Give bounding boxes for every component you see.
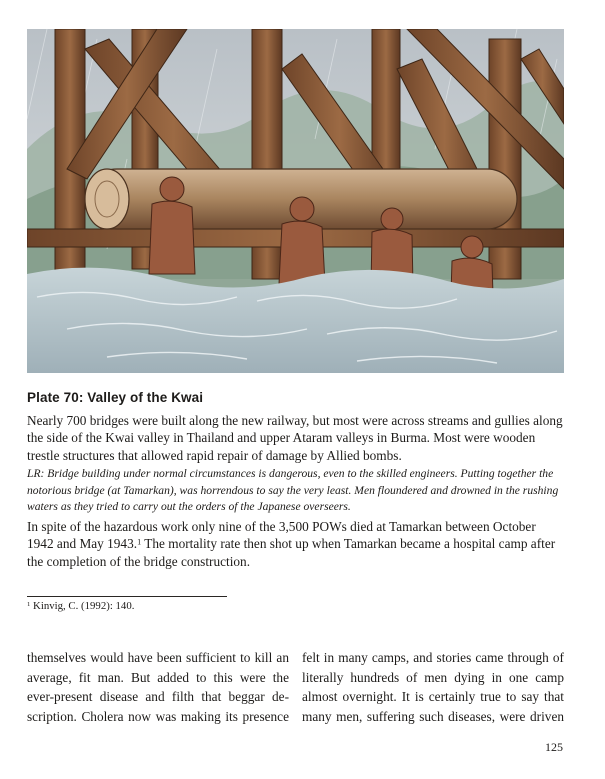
column-left-line: average, fit man. But added to this were the: [27, 669, 289, 685]
paragraph-tamarkan: [27, 518, 565, 570]
column-left-line: ever-present disease and filth that beggar de-: [27, 689, 289, 705]
column-left-line: scription. Cholera now was making its presence: [27, 708, 289, 724]
footnote-text: Kinvig, C. (1992): 140.: [30, 600, 135, 612]
paragraph-tamarkan-text-after: The mortality rate then shot up when Tamarkan became a hospital camp after the completion of the bridge construction.: [27, 536, 556, 569]
plate-illustration: [27, 29, 564, 373]
column-left: [27, 648, 289, 726]
footnote: [27, 600, 134, 613]
page-number: 125: [545, 740, 563, 754]
paragraph-bridges: Nearly 700 bridges were built along the new railway, but most were across streams and gullies along the side of the Kwai valley in Thailand and upper Ataram valleys in Burma. Most were wooden trestle structures that allowed rapid repair of damage by Allied bombs.: [27, 413, 563, 463]
paragraph-tamarkan-text-before: In spite of the hazardous work only nine of the 3,500 POWs died at Tamarkan between October 1942 and May 1943.: [27, 519, 536, 552]
footnote-divider: [27, 596, 227, 597]
column-right-line: almost overnight. It is certainly true to say that: [302, 689, 564, 705]
footnote-reference[interactable]: 1: [137, 537, 142, 547]
plate-title: Plate 70: Valley of the Kwai: [27, 390, 204, 405]
column-right-line: literally hundreds of men dying in one camp: [302, 669, 564, 685]
column-right-line: many men, suffering such diseases, were driven: [302, 708, 564, 724]
lr-note: LR: Bridge building under normal circumstances is dangerous, even to the skilled engineers. Putting together the notorious bridge (at Tamarkan), was horrendous to say the very least. Men floundered and drowned in the rushing waters as they tried to carry out the orders of the Japanese overseers.: [27, 467, 559, 514]
column-right-line: felt in many camps, and stories came through of: [302, 650, 564, 665]
column-right: [302, 648, 564, 726]
column-left-line: themselves would have been sufficient to kill an: [27, 650, 289, 665]
bridge-building-painting: [27, 29, 564, 373]
footnote-number: 1: [27, 601, 31, 608]
